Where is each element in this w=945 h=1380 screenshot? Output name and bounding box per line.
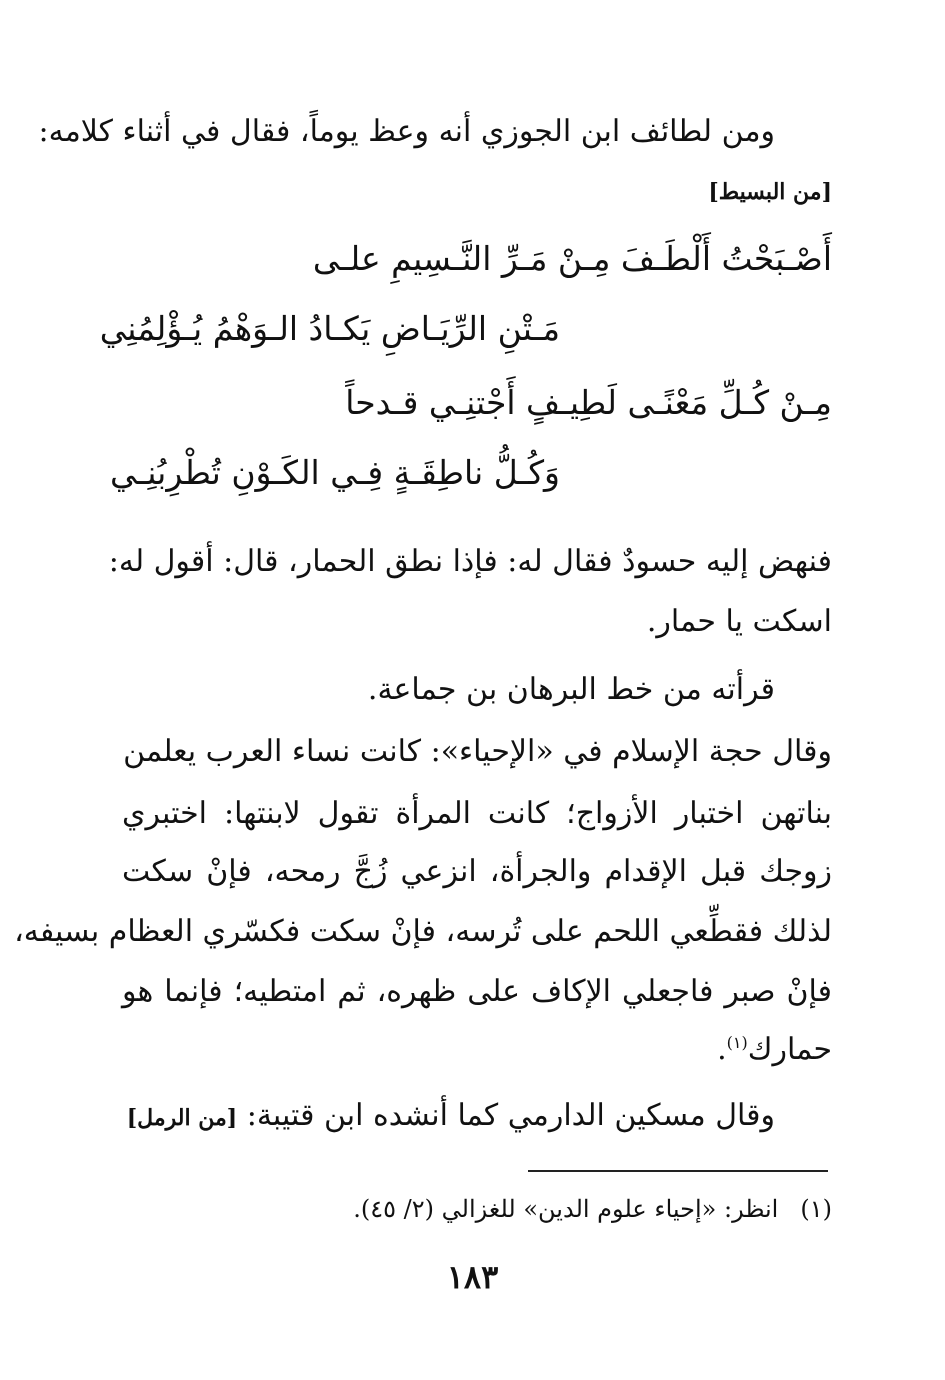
paragraph-miskin — [127, 1096, 775, 1138]
meter-label-ramal: [من الرمل] — [126, 1105, 238, 1131]
paragraph-ihya-line-1: وقال حجة الإسلام في «الإحياء»: كانت نساء العرب يعلمن — [123, 734, 832, 769]
verse-line-2: مَـتْنِ الرِّيَـاضِ يَكـادُ الـوَهْمُ يُـؤْلِمُنِي — [99, 309, 560, 348]
paragraph-miskin-text: وقال مسكين الدارمي كما أنشده ابن قتيبة: — [246, 1098, 775, 1133]
footnote-divider — [528, 1170, 828, 1172]
paragraph-ihya-last-word: حمارك — [747, 1032, 832, 1067]
paragraph-ihya-line-6 — [717, 1030, 832, 1070]
paragraph-ihya-line-3: زوجك قبل الإقدام والجرأة، انزعي زُجَّ رمحه، فإنْ سكت — [122, 854, 832, 889]
paragraph-ihya-period: . — [717, 1032, 727, 1067]
footnote-reference: (١) — [726, 1033, 748, 1052]
verse-line-3: مِـنْ كُـلِّ مَعْنًـى لَطِيـفٍ أَجْتنِـي قـدحاً — [345, 383, 832, 422]
paragraph-ihya-line-4: لذلك فقطِّعي اللحم على تُرسه، فإنْ سكت فكسّري العظام بسيفه، — [14, 914, 832, 949]
verse-line-1: أَصْـبَحْتُ أَلْطَـفَ مِـنْ مَـرِّ النَّـسِيمِ علـى — [312, 239, 832, 278]
paragraph-ihya-line-5: فإنْ صبر فاجعلي الإكاف على ظهره، ثم امتطيه؛ فإنما هو — [122, 974, 832, 1009]
meter-label-basit: [من البسيط] — [708, 179, 832, 205]
footnote-text: انظر: «إحياء علوم الدين» للغزالي (٢/ ٤٥). — [353, 1195, 779, 1223]
paragraph-intro: ومن لطائف ابن الجوزي أنه وعظ يوماً، فقال في أثناء كلامه: — [38, 114, 775, 149]
paragraph-source: قرأته من خط البرهان بن جماعة. — [367, 672, 775, 707]
verse-line-4: وَكُـلُّ ناطِقَـةٍ فِـي الكَـوْنِ تُطْرِبُنِـي — [110, 453, 560, 492]
paragraph-envious-line-2: اسكت يا حمار. — [646, 604, 832, 639]
paragraph-ihya-line-2: بناتهن اختبار الأزواج؛ كانت المرأة تقول لابنتها: اختبري — [122, 796, 832, 831]
page-number: ١٨٣ — [446, 1258, 499, 1296]
footnote — [353, 1192, 832, 1226]
footnote-number: (١) — [800, 1195, 832, 1223]
paragraph-envious-line-1: فنهض إليه حسودٌ فقال له: فإذا نطق الحمار، قال: أقول له: — [108, 544, 832, 579]
